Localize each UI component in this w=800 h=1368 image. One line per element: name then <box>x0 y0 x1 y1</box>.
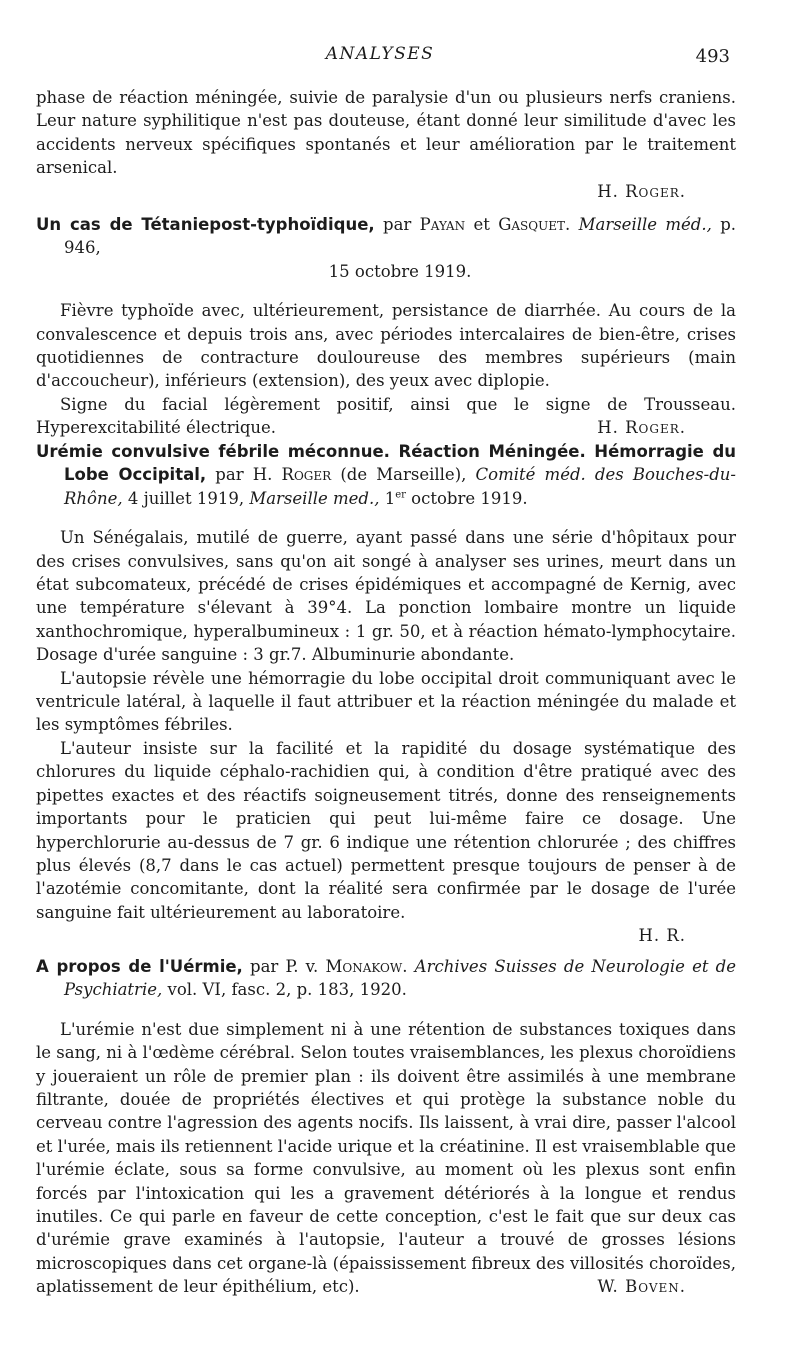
journal-name: Marseille méd., <box>578 215 712 234</box>
article-signature: H. R. <box>638 926 686 946</box>
article-paragraph: L'autopsie révèle une hémorragie du lobe occipital droit communiquant avec le ventricule latéral, à laquelle il faut attribuer et la réaction méningée du malade et les symptômes fébriles. <box>36 668 736 735</box>
running-header <box>0 44 800 68</box>
signature-name: Boven. <box>625 1276 686 1296</box>
article-paragraph: L'auteur insiste sur la facilité et la rapidité du dosage systématique des chlorures du liquide céphalo-rachidien qui, à condition d'être pratiqué avec des pipettes exactes et des réactifs soigneusement titrés, donne des renseignements importants pour le praticien qui peut lui-même faire ce dosage. Une hyperchlorurie au-dessus de 7 gr. 6 indique une rétention chlorurée ; des chiffres plus élevés (8,7 dans le cas actuel) permettent presque toujours de penser à de l'azotémie concomitante, dont la réalité sera confirmée par le dosage de l'urée sanguine fait ultérieurement au laboratoire. <box>36 738 736 922</box>
article-heading <box>36 955 736 1002</box>
article-heading <box>36 440 736 510</box>
article-title: Urémie convulsive fébrile méconnue. Réaction Méningée. Hémorragie du Lobe Occipital, <box>36 442 736 485</box>
article-paragraph: Signe du facial légèrement positif, ainsi que le signe de Trousseau. Hyperexcitabilité électrique. <box>36 394 736 438</box>
signature-name: Roger. <box>625 417 686 437</box>
article-paragraph: Fièvre typhoïde avec, ultérieurement, persistance de diarrhée. Au cours de la convalescence et depuis trois ans, avec périodes intercalaires de bien-être, crises quotidiennes de contracture douloureuse des membres supérieurs (main d'accoucheur), inférieurs (extension), des yeux avec diplopie. <box>36 301 736 391</box>
signature-name: Roger. <box>625 181 686 201</box>
heading-by: par <box>374 215 420 234</box>
journal-pages: p. 946, <box>64 215 737 258</box>
signature-initial: H. <box>597 417 619 437</box>
author-origin: (de Marseille), <box>331 465 476 485</box>
running-title: ANALYSES <box>325 44 435 64</box>
article-uremie-convulsive <box>36 440 736 948</box>
publication-date: octobre 1919. <box>405 488 528 508</box>
journal-details: vol. VI, fasc. 2, p. 183, 1920. <box>162 980 407 1000</box>
heading-by: par P. v. <box>242 957 326 976</box>
article-title: A propos de l'Uérmie, <box>36 957 243 976</box>
journal-name: Marseille med., <box>249 488 380 508</box>
author-name: Monakow. <box>325 957 408 976</box>
publication-date: 15 octobre 1919. <box>328 261 472 281</box>
article-paragraph: Un Sénégalais, mutilé de guerre, ayant passé dans une série d'hôpitaux pour des crises convulsives, sans qu'on ait songé à analyser ses urines, meurt dans un état subcomateux, précédé de crises épidémiques et accompagné de Kernig, avec une température s'élevant à 39°4. La ponction lombaire montre un liquide xanthochromique, hyperalbumineux : 1 gr. 50, et à réaction hémato-lymphocytaire. Dosage d'urée sanguine : 3 gr.7. Albuminurie abondante. <box>36 528 736 665</box>
heading-by: par H. <box>206 465 282 485</box>
article-tetanie <box>36 213 736 440</box>
heading-and: et <box>465 215 499 234</box>
continuation-signature <box>36 180 736 204</box>
journal-name: Comité méd. des Bouches-du-Rhône, <box>64 465 736 508</box>
publication-date: 1 <box>379 488 396 508</box>
continuation-paragraph: phase de réaction méningée, suivie de paralysie d'un ou plusieurs nerfs craniens. Leur nature syphilitique n'est pas douteuse, étant donné leur similitude d'avec les accidents nerveux spécifiques spontanés et leur amélioration par le traitement arsenical. <box>36 88 736 178</box>
article-uremie-monakow <box>36 955 736 1299</box>
signature-initial: W. <box>597 1276 619 1296</box>
article-paragraph: L'urémie n'est due simplement ni à une rétention de substances toxiques dans le sang, ni à l'œdème cérébral. Selon toutes vraisemblances, les plexus choroïdiens y joueraient un rôle de premier plan : ils doivent être assimilés à une membrane filtrante, douée de propriétés électives et qui protège la substance noble du cerveau contre l'agression des agents nocifs. Ils laissent, à vrai dire, passer l'alcool et l'urée, mais ils retiennent l'acide urique et la créatinine. Il est vraisemblable que l'urémie éclate, sous sa forme convulsive, au moment où les plexus sont enfin forcés par l'intoxication qui les a gravement détériorés à la longue et rendus inutiles. Ce qui parle en faveur de cette conception, c'est le fait que sur deux cas d'urémie grave examinés à l'autopsie, l'auteur a trouvé de grosses lésions microscopiques dans cet organe-là (épaississement fibreux des villosités choroïdes, aplatissement de leur épithélium, etc). <box>36 1019 736 1297</box>
journal-name: Archives Suisses de Neurologie et de Psychiatrie, <box>64 957 736 1000</box>
ordinal-suffix: er <box>395 489 406 501</box>
publication-date: 4 juillet 1919, <box>122 488 250 508</box>
signature-initial: H. <box>597 181 619 201</box>
article-heading <box>36 213 736 283</box>
article-title: Un cas de Tétaniepost-typhoïdique, <box>36 215 375 234</box>
continuation-block <box>36 86 736 204</box>
author-name: Roger <box>281 465 332 485</box>
author-name: Payan <box>419 215 466 234</box>
page-number: 493 <box>695 46 730 67</box>
author-name: Gasquet. <box>498 215 571 234</box>
